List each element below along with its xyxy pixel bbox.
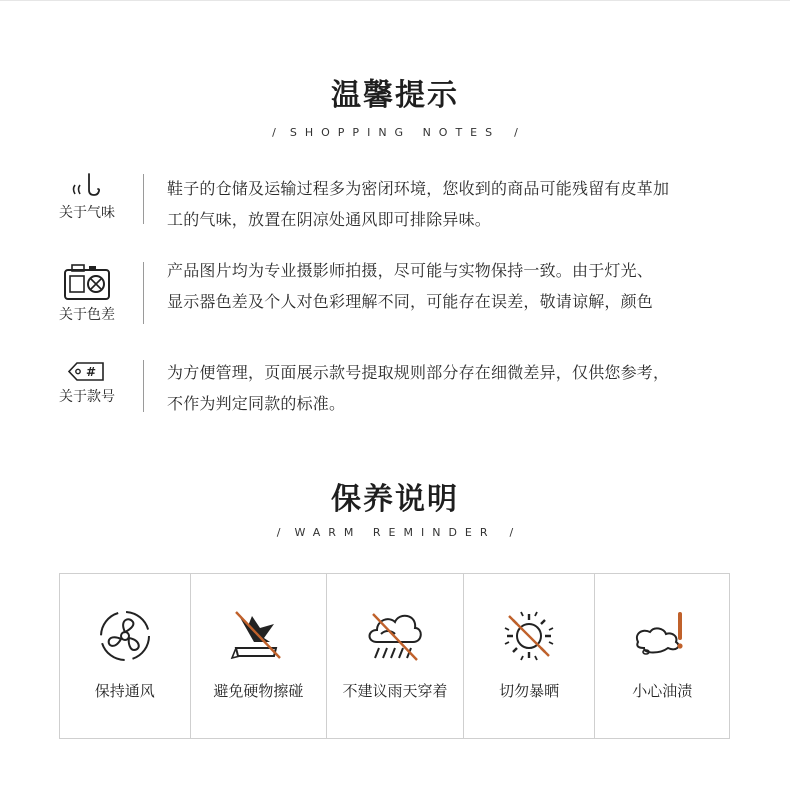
care-item-no-rain bbox=[327, 574, 464, 738]
note-divider bbox=[143, 262, 144, 324]
smell-icon bbox=[67, 170, 107, 200]
no-collision-icon bbox=[230, 608, 286, 664]
slash-decoration: / bbox=[276, 526, 281, 539]
note-icon-wrap bbox=[50, 262, 124, 324]
camera-icon bbox=[62, 262, 112, 302]
slash-decoration: / bbox=[509, 526, 514, 539]
note-text: 为方便管理，页面展示款号提取规则部分存在细微差异，仅供您参考， 不作为判定同款的标准。 bbox=[167, 363, 670, 413]
note-divider bbox=[143, 360, 144, 412]
price-tag-icon bbox=[67, 360, 107, 384]
svg-text:#: # bbox=[85, 365, 97, 379]
care-item-oil bbox=[595, 574, 729, 738]
care-item-no-scratch bbox=[191, 574, 328, 738]
care-section-title: 保养说明 bbox=[331, 482, 459, 517]
top-divider bbox=[0, 0, 790, 1]
care-item-ventilate bbox=[60, 574, 191, 738]
notes-subtitle-text: SHOPPING NOTES bbox=[289, 126, 501, 139]
note-label: 关于气味 bbox=[59, 205, 115, 221]
care-label: 切勿暴晒 bbox=[499, 682, 560, 700]
note-label: 关于款号 bbox=[59, 389, 115, 405]
care-label: 不建议雨天穿着 bbox=[342, 682, 448, 700]
care-label: 避免硬物擦碰 bbox=[213, 682, 304, 700]
slash-decoration: / bbox=[514, 126, 518, 139]
slash-decoration: / bbox=[272, 126, 276, 139]
note-label: 关于色差 bbox=[59, 307, 115, 323]
care-grid bbox=[59, 573, 730, 739]
note-icon-wrap bbox=[50, 170, 124, 222]
note-icon-wrap bbox=[50, 360, 124, 406]
care-label: 保持通风 bbox=[94, 682, 155, 700]
no-sun-icon bbox=[501, 608, 557, 664]
care-section-subtitle bbox=[0, 526, 790, 539]
note-text: 产品图片均为专业摄影师拍摄，尽可能与实物保持一致。由于灯光、 显示器色差及个人对色彩理解不同，可能存在误差，敬请谅解，颜色 bbox=[167, 261, 654, 311]
no-rain-icon bbox=[365, 608, 425, 664]
note-divider bbox=[143, 174, 144, 224]
note-text: 鞋子的仓储及运输过程多为密闭环境，您收到的商品可能残留有皮革加 工的气味，放置在阴凉处通风即可排除异味。 bbox=[167, 179, 670, 229]
care-item-no-sun bbox=[464, 574, 596, 738]
care-subtitle-text: WARM REMINDER bbox=[294, 526, 496, 539]
oil-stain-icon bbox=[632, 608, 692, 664]
notes-section-title: 温馨提示 bbox=[331, 78, 459, 113]
fan-icon bbox=[97, 608, 153, 664]
care-label: 小心油渍 bbox=[632, 682, 693, 700]
notes-section-subtitle bbox=[0, 126, 790, 139]
